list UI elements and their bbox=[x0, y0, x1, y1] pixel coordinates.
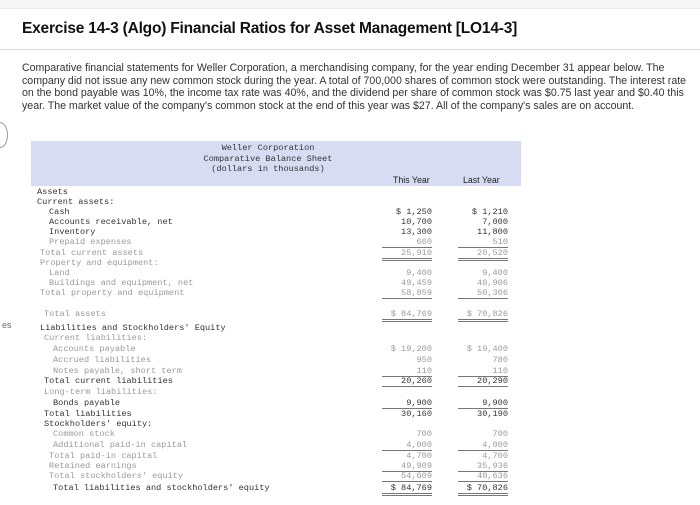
this-year-value: 9,900 bbox=[382, 398, 432, 409]
table-row bbox=[31, 419, 521, 429]
column-header-last-year: Last Year bbox=[463, 175, 500, 185]
table-row bbox=[31, 440, 521, 450]
row-label: Land bbox=[49, 268, 70, 278]
table-row bbox=[31, 248, 521, 258]
table-row bbox=[31, 278, 521, 288]
row-label: Total assets bbox=[44, 309, 106, 319]
balance-sheet-heading bbox=[201, 143, 335, 175]
this-year-value: 30,160 bbox=[401, 409, 432, 419]
last-year-value: 35,936 bbox=[458, 461, 508, 472]
row-label: Liabilities and Stockholders' Equity bbox=[40, 323, 226, 333]
table-row bbox=[31, 288, 521, 298]
this-year-value: 660 bbox=[382, 237, 432, 248]
table-row bbox=[31, 333, 521, 343]
table-row bbox=[31, 398, 521, 408]
row-label: Accounts receivable, net bbox=[49, 217, 173, 227]
last-year-value: 700 bbox=[492, 429, 508, 439]
row-label: Additional paid-in capital bbox=[53, 440, 188, 450]
table-row bbox=[31, 451, 521, 461]
last-year-value: 30,190 bbox=[477, 409, 508, 419]
table-row bbox=[31, 344, 521, 354]
row-label: Current liabilities: bbox=[44, 333, 148, 343]
this-year-value: 13,300 bbox=[401, 227, 432, 237]
row-label: Prepaid expenses bbox=[49, 237, 132, 247]
table-row bbox=[31, 187, 521, 197]
page-title: Exercise 14-3 (Algo) Financial Ratios for Asset Management [LO14-3] bbox=[22, 20, 518, 37]
this-year-value: 4,700 bbox=[406, 451, 432, 461]
row-label: Accounts payable bbox=[53, 344, 136, 354]
statement-units: (dollars in thousands) bbox=[211, 164, 325, 174]
table-row bbox=[31, 355, 521, 365]
table-row bbox=[31, 197, 521, 207]
this-year-value: 9,400 bbox=[406, 268, 432, 278]
this-year-value: 25,910 bbox=[382, 248, 432, 261]
table-row bbox=[31, 409, 521, 419]
last-year-value: 510 bbox=[458, 237, 508, 248]
table-row bbox=[31, 258, 521, 268]
side-label: es bbox=[2, 320, 12, 330]
table-row bbox=[31, 323, 521, 333]
table-row bbox=[31, 217, 521, 227]
last-year-value: 40,636 bbox=[458, 471, 508, 482]
side-scroll-handle[interactable] bbox=[0, 122, 8, 148]
last-year-value: 9,900 bbox=[458, 398, 508, 409]
table-row bbox=[31, 268, 521, 278]
column-header-this-year: This Year bbox=[393, 175, 430, 185]
table-row bbox=[31, 387, 521, 397]
balance-sheet-image bbox=[31, 141, 521, 503]
this-year-value: 110 bbox=[382, 366, 432, 377]
table-row bbox=[31, 376, 521, 386]
problem-description: Comparative financial statements for Weller Corporation, a merchandising company, for the year ending December 31 appear below. The company did not issue any new common stock during the year. A total of 700,000 shares of common stock were outstanding. The interest rate on the bond payable was 10%, the income tax rate was 40%, and the dividend per share of common stock was $0.75 last year and $0.40 this year. The market value of the company's common stock at the end of this year was $27. All of the company's sales are on account. bbox=[22, 62, 687, 112]
row-label: Cash bbox=[49, 207, 70, 217]
row-label: Common stock bbox=[53, 429, 115, 439]
last-year-value: 110 bbox=[458, 366, 508, 377]
last-year-value: 20,520 bbox=[458, 248, 508, 261]
this-year-value: 10,700 bbox=[401, 217, 432, 227]
last-year-value: 4,700 bbox=[482, 451, 508, 461]
this-year-value: $ 84,769 bbox=[382, 483, 432, 496]
row-label: Assets bbox=[37, 187, 68, 197]
row-label: Total liabilities bbox=[44, 409, 132, 419]
row-label: Property and equipment: bbox=[40, 258, 159, 268]
table-row bbox=[31, 366, 521, 376]
last-year-value: 20,290 bbox=[458, 376, 508, 387]
row-label: Total current assets bbox=[40, 248, 144, 258]
row-label: Retained earnings bbox=[49, 461, 137, 471]
row-label: Accrued liabilities bbox=[53, 355, 151, 365]
row-label: Current assets: bbox=[37, 197, 115, 207]
table-row bbox=[31, 471, 521, 481]
row-label: Total property and equipment bbox=[40, 288, 185, 298]
row-label: Total stockholders' equity bbox=[49, 471, 184, 481]
this-year-value: 49,459 bbox=[401, 278, 432, 288]
this-year-value: 950 bbox=[416, 355, 432, 365]
row-label: Total liabilities and stockholders' equity bbox=[53, 483, 270, 493]
table-row bbox=[31, 237, 521, 247]
table-row bbox=[31, 483, 521, 493]
last-year-value: 4,000 bbox=[458, 440, 508, 451]
table-row bbox=[31, 309, 521, 319]
row-label: Stockholders' equity: bbox=[44, 419, 153, 429]
last-year-value: 780 bbox=[492, 355, 508, 365]
this-year-value: 20,260 bbox=[382, 376, 432, 387]
this-year-value: $ 1,250 bbox=[395, 207, 432, 217]
last-year-value: 11,800 bbox=[477, 227, 508, 237]
last-year-value: 9,400 bbox=[482, 268, 508, 278]
row-label: Total paid-in capital bbox=[49, 451, 158, 461]
this-year-value: $ 19,200 bbox=[390, 344, 432, 354]
row-label: Buildings and equipment, net bbox=[49, 278, 194, 288]
this-year-value: 4,000 bbox=[382, 440, 432, 451]
row-label: Long-term liabilities: bbox=[44, 387, 158, 397]
row-label: Bonds payable bbox=[53, 398, 121, 408]
last-year-value: 7,000 bbox=[482, 217, 508, 227]
this-year-value: $ 84,769 bbox=[382, 309, 432, 322]
last-year-value: $ 1,210 bbox=[471, 207, 508, 217]
row-label: Inventory bbox=[49, 227, 96, 237]
last-year-value: $ 70,826 bbox=[458, 483, 508, 496]
this-year-value: 54,609 bbox=[382, 471, 432, 482]
top-bar bbox=[0, 0, 700, 9]
company-name: Weller Corporation bbox=[221, 143, 315, 153]
row-label: Total current liabilities bbox=[44, 376, 173, 386]
last-year-value: $ 70,826 bbox=[458, 309, 508, 322]
table-row bbox=[31, 227, 521, 237]
statement-name: Comparative Balance Sheet bbox=[203, 153, 333, 164]
last-year-value: $ 19,400 bbox=[466, 344, 508, 354]
title-divider bbox=[0, 49, 700, 50]
row-label: Notes payable, short term bbox=[53, 366, 182, 376]
table-row bbox=[31, 461, 521, 471]
last-year-value: 50,306 bbox=[458, 288, 508, 299]
this-year-value: 58,859 bbox=[382, 288, 432, 299]
last-year-value: 40,906 bbox=[477, 278, 508, 288]
table-row bbox=[31, 429, 521, 439]
this-year-value: 49,909 bbox=[382, 461, 432, 472]
table-row bbox=[31, 207, 521, 217]
this-year-value: 700 bbox=[416, 429, 432, 439]
